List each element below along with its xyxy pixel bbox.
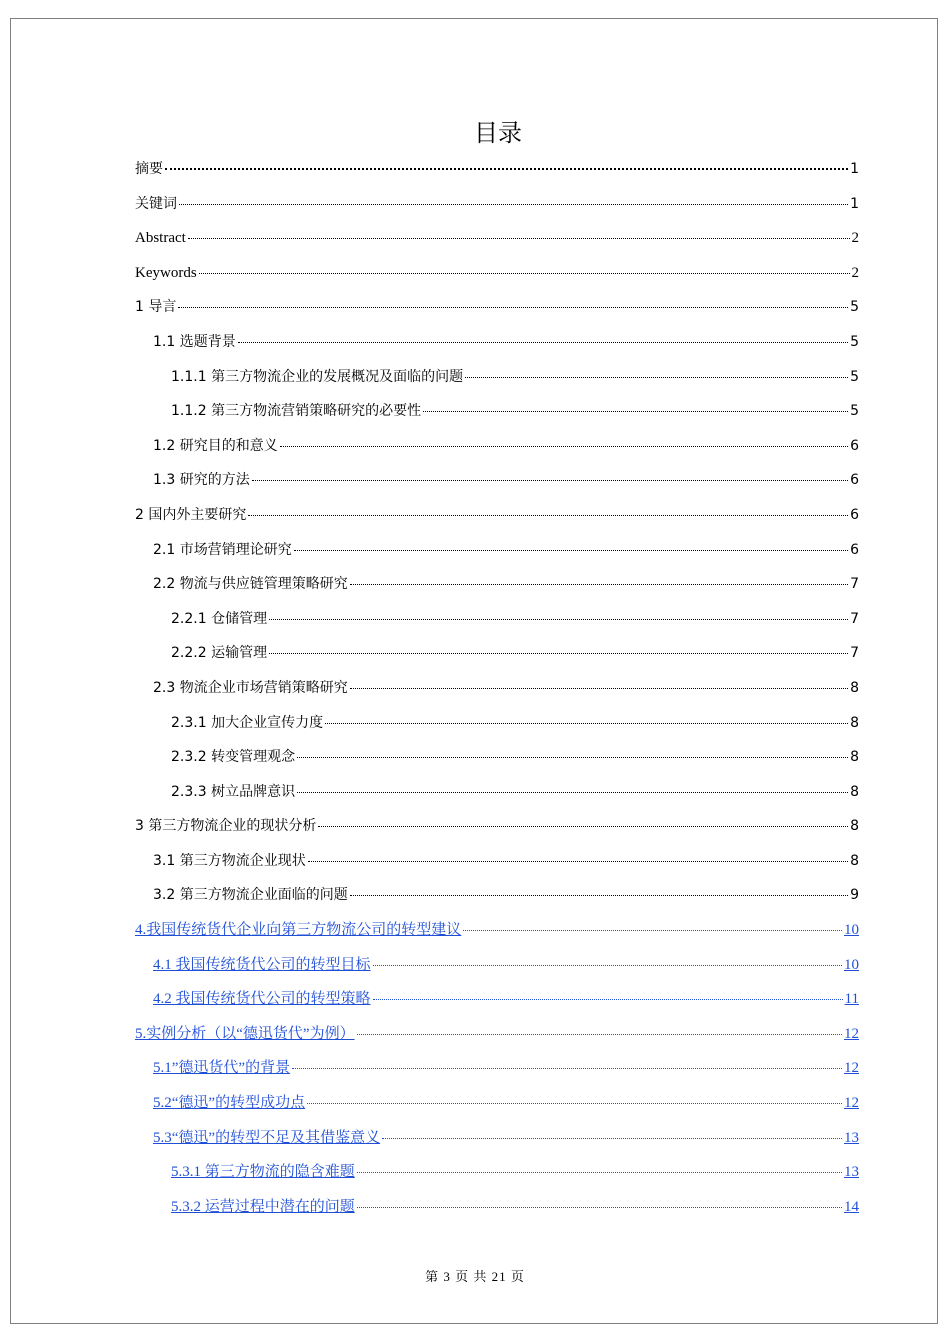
toc-dot-leader [178, 306, 848, 308]
toc-entry-label: 2.3.3 树立品牌意识 [171, 783, 296, 800]
table-of-contents [135, 152, 859, 1224]
toc-entry-label: 5.3.2 运营过程中潜在的问题 [171, 1198, 355, 1215]
toc-dot-leader [294, 549, 848, 551]
toc-entry[interactable] [135, 913, 859, 948]
toc-entry[interactable] [135, 1051, 859, 1086]
toc-entry-page-number: 6 [850, 437, 859, 454]
toc-entry [135, 809, 859, 844]
toc-entry-page-number: 8 [850, 679, 859, 696]
toc-entry-page-number: 10 [844, 922, 859, 939]
toc-dot-leader [318, 825, 848, 827]
toc-entry[interactable] [135, 1190, 859, 1225]
toc-entry [135, 394, 859, 429]
toc-entry [135, 671, 859, 706]
toc-entry-page-number: 6 [850, 506, 859, 523]
toc-entry-page-number: 12 [844, 1060, 859, 1077]
toc-entry-label: 1.1 选题背景 [153, 333, 236, 350]
toc-dot-leader [280, 445, 848, 447]
toc-dot-leader [248, 514, 848, 516]
toc-entry [135, 844, 859, 879]
toc-entry-page-number: 14 [844, 1198, 859, 1215]
toc-entry-label: 4.1 我国传统货代公司的转型目标 [153, 956, 371, 973]
toc-entry[interactable] [135, 1155, 859, 1190]
toc-entry [135, 636, 859, 671]
toc-entry-page-number: 12 [844, 1025, 859, 1042]
toc-entry[interactable] [135, 948, 859, 983]
toc-dot-leader [357, 1171, 842, 1173]
toc-entry[interactable] [135, 982, 859, 1017]
toc-entry-label: Keywords [135, 264, 197, 281]
toc-entry-label: 2.3.1 加大企业宣传力度 [171, 714, 324, 731]
toc-entry-page-number: 8 [850, 714, 859, 731]
toc-entry-page-number: 8 [850, 852, 859, 869]
toc-entry [135, 152, 859, 187]
toc-dot-leader [307, 1102, 842, 1104]
toc-entry-page-number: 1 [850, 195, 859, 212]
toc-dot-leader [350, 687, 848, 689]
toc-entry [135, 256, 859, 291]
toc-dot-leader [179, 203, 848, 205]
toc-dot-leader [269, 618, 848, 620]
toc-entry [135, 775, 859, 810]
toc-entry-page-number: 5 [850, 333, 859, 350]
toc-entry-label: 摘要 [135, 161, 163, 177]
toc-entry-page-number: 9 [850, 887, 859, 904]
toc-dot-leader [373, 998, 843, 1000]
toc-dot-leader [325, 722, 848, 724]
toc-dot-leader [350, 583, 848, 585]
toc-entry-page-number: 7 [850, 645, 859, 662]
toc-dot-leader [252, 479, 848, 481]
toc-entry [135, 498, 859, 533]
toc-dot-leader [350, 894, 848, 896]
toc-entry-page-number: 12 [844, 1095, 859, 1112]
toc-dot-leader [382, 1137, 842, 1139]
toc-entry-page-number: 13 [844, 1164, 859, 1181]
page-footer: 第 3 页 共 21 页 [425, 1269, 525, 1284]
toc-entry-label: 2.1 市场营销理论研究 [153, 541, 292, 558]
toc-entry [135, 567, 859, 602]
toc-entry-page-number: 2 [851, 264, 859, 281]
toc-entry-label: 3.1 第三方物流企业现状 [153, 852, 306, 869]
toc-entry [135, 325, 859, 360]
toc-entry [135, 429, 859, 464]
toc-dot-leader [188, 237, 850, 239]
toc-entry-label: 4.我国传统货代企业向第三方物流公司的转型建议 [135, 922, 462, 939]
toc-entry-page-number: 6 [850, 541, 859, 558]
toc-entry [135, 602, 859, 637]
toc-entry-label: 1.1.2 第三方物流营销策略研究的必要性 [171, 403, 422, 420]
toc-entry-page-number: 13 [844, 1129, 859, 1146]
toc-title: 目录 [474, 119, 522, 147]
toc-entry-page-number: 8 [850, 783, 859, 800]
toc-entry-label: 2.2.2 运输管理 [171, 645, 268, 662]
toc-entry-page-number: 8 [850, 749, 859, 766]
toc-entry-page-number: 2 [851, 230, 859, 247]
toc-entry-label: 2 国内外主要研究 [135, 506, 247, 523]
toc-entry-page-number: 7 [850, 610, 859, 627]
toc-entry-label: 2.2.1 仓储管理 [171, 610, 268, 627]
toc-entry-label: 5.2“德迅”的转型成功点 [153, 1095, 306, 1112]
toc-entry-label: 5.3“德迅”的转型不足及其借鉴意义 [153, 1129, 381, 1146]
toc-entry-page-number: 10 [844, 956, 859, 973]
toc-dot-leader [308, 860, 848, 862]
toc-entry-label: 1 导言 [135, 299, 177, 316]
toc-entry [135, 290, 859, 325]
toc-entry-label: 3 第三方物流企业的现状分析 [135, 818, 317, 835]
toc-entry-label: 3.2 第三方物流企业面临的问题 [153, 887, 348, 904]
toc-entry-label: 2.3.2 转变管理观念 [171, 749, 296, 766]
toc-dot-leader [465, 376, 848, 378]
toc-entry-label: 1.2 研究目的和意义 [153, 437, 278, 454]
toc-entry [135, 706, 859, 741]
toc-entry[interactable] [135, 1121, 859, 1156]
toc-dot-leader [463, 929, 842, 931]
toc-entry-page-number: 11 [844, 991, 859, 1008]
toc-entry-label: 4.2 我国传统货代公司的转型策略 [153, 991, 371, 1008]
toc-entry [135, 533, 859, 568]
toc-entry-label: 5.实例分析（以“德迅货代”为例） [135, 1025, 355, 1042]
toc-entry [135, 360, 859, 395]
toc-dot-leader [357, 1033, 842, 1035]
toc-entry-label: 1.3 研究的方法 [153, 472, 250, 489]
toc-dot-leader [357, 1206, 842, 1208]
toc-entry-page-number: 5 [850, 403, 859, 420]
toc-entry [135, 221, 859, 256]
toc-dot-leader [297, 791, 848, 793]
toc-entry [135, 187, 859, 222]
toc-entry [135, 740, 859, 775]
toc-entry-label: 5.1”德迅货代”的背景 [153, 1060, 291, 1077]
toc-entry-page-number: 5 [850, 368, 859, 385]
toc-dot-leader [423, 410, 848, 412]
toc-entry [135, 463, 859, 498]
toc-entry-page-number: 7 [850, 576, 859, 593]
toc-dot-leader [292, 1067, 842, 1069]
toc-dot-leader [269, 652, 848, 654]
toc-dot-leader [373, 964, 842, 966]
toc-entry-page-number: 6 [850, 472, 859, 489]
toc-dot-leader [238, 341, 848, 343]
toc-entry[interactable] [135, 1086, 859, 1121]
toc-entry[interactable] [135, 1017, 859, 1052]
toc-dot-leader [199, 272, 850, 274]
toc-entry-page-number: 5 [850, 299, 859, 316]
toc-entry-label: 2.3 物流企业市场营销策略研究 [153, 679, 348, 696]
toc-entry-label: 1.1.1 第三方物流企业的发展概况及面临的问题 [171, 368, 464, 385]
toc-entry-label: 2.2 物流与供应链管理策略研究 [153, 576, 348, 593]
toc-entry-page-number: 8 [850, 818, 859, 835]
toc-entry-label: 关键词 [135, 195, 177, 212]
toc-entry-label: Abstract [135, 230, 186, 247]
toc-dot-leader [165, 167, 848, 170]
toc-dot-leader [297, 756, 848, 758]
toc-entry-label: 5.3.1 第三方物流的隐含难题 [171, 1164, 355, 1181]
toc-entry-page-number: 1 [850, 161, 859, 177]
toc-entry [135, 878, 859, 913]
